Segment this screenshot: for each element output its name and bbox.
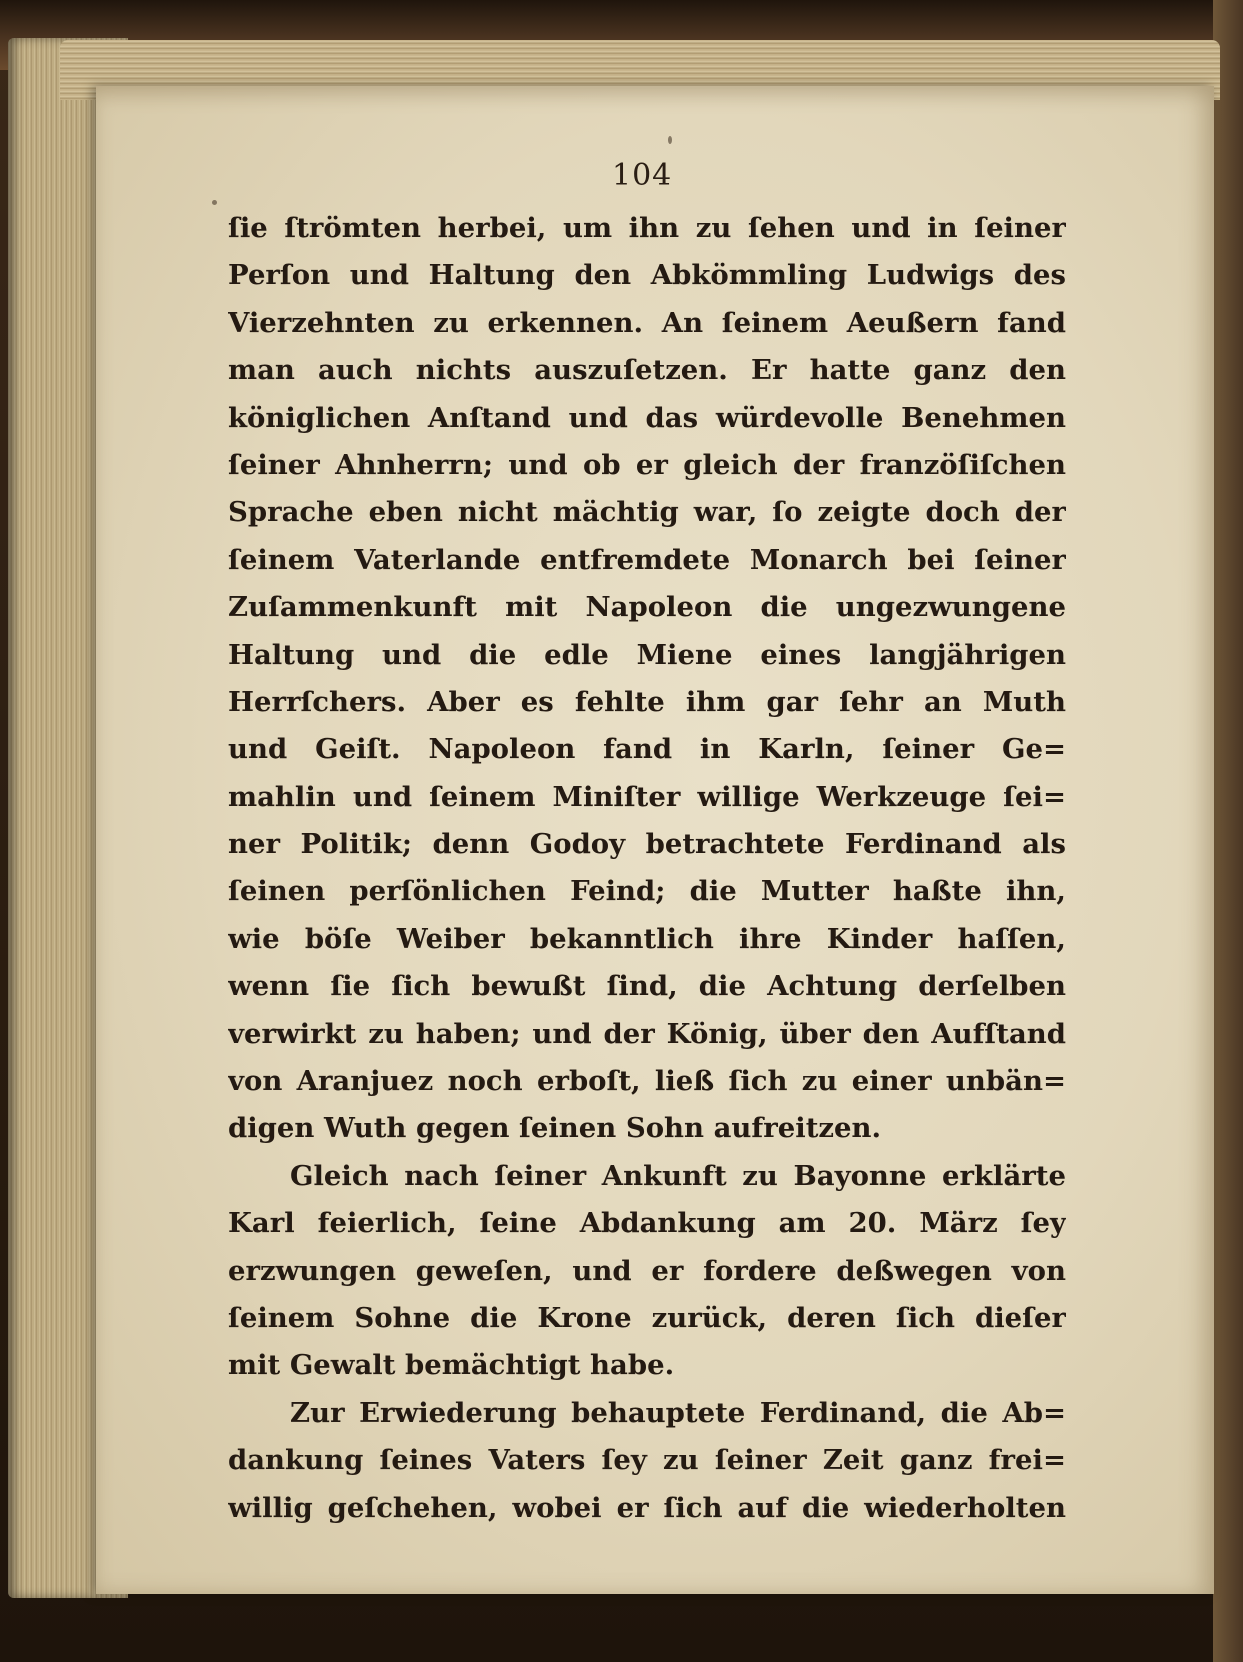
text-line: wie böſe Weiber bekanntlich ihre Kinder haſſen, — [228, 922, 1066, 955]
text-line: königlichen Anſtand und das würdevolle Benehmen — [228, 401, 1066, 434]
text-line: Sprache eben nicht mächtig war, ſo zeigte doch der — [228, 496, 1066, 529]
book-cover-edge — [1213, 0, 1243, 1662]
body-text — [228, 205, 1066, 1532]
text-line: wenn ſie ſich bewußt ſind, die Achtung derſelben — [228, 970, 1066, 1003]
text-line: Zuſammenkunft mit Napoleon die ungezwungene — [228, 591, 1066, 624]
text-line: Herrſchers. Aber es fehlte ihm gar ſehr an Muth — [228, 685, 1066, 718]
text-line: Zur Erwiederung behauptete Ferdinand, die Ab= — [290, 1396, 1066, 1429]
page-number: 104 — [612, 158, 673, 193]
text-line: Haltung und die edle Miene eines langjährigen — [228, 638, 1066, 671]
text-line: von Aranjuez noch erboſt, ließ ſich zu einer unbän= — [228, 1065, 1066, 1098]
text-line: und Geiſt. Napoleon fand in Karln, ſeiner Ge= — [228, 733, 1066, 766]
text-line: digen Wuth gegen ſeinen Sohn aufreitzen. — [228, 1112, 882, 1145]
ink-speck — [212, 200, 217, 205]
text-line: ſeiner Ahnherrn; und ob er gleich der franzöſiſchen — [228, 448, 1066, 481]
text-line: ſie ſtrömten herbei, um ihn zu ſehen und in ſeiner — [228, 212, 1066, 244]
text-line: dankung ſeines Vaters ſey zu ſeiner Zeit ganz frei= — [228, 1444, 1066, 1477]
text-line: ſeinem Sohne die Krone zurück, deren ſich dieſer — [228, 1301, 1066, 1334]
text-line: ſeinem Vaterlande entfremdete Monarch bei ſeiner — [228, 543, 1066, 576]
text-line: Vierzehnten zu erkennen. An ſeinem Aeußern fand — [228, 306, 1066, 339]
text-line: ner Politik; denn Godoy betrachtete Ferdinand als — [228, 828, 1066, 861]
ink-speck — [668, 136, 672, 144]
text-line: Karl feierlich, ſeine Abdankung am 20. März ſey — [228, 1207, 1066, 1240]
text-line: man auch nichts auszuſetzen. Er hatte ganz den — [228, 354, 1066, 387]
text-line: mahlin und ſeinem Miniſter willige Werkzeuge ſei= — [228, 780, 1066, 813]
text-line: erzwungen geweſen, und er fordere deßwegen von — [228, 1254, 1066, 1287]
text-line: Gleich nach ſeiner Ankunft zu Bayonne erklärte — [290, 1159, 1066, 1192]
text-line: mit Gewalt bemächtigt habe. — [228, 1349, 675, 1382]
text-line: verwirkt zu haben; und der König, über den Aufſtand — [228, 1017, 1066, 1050]
text-line: willig geſchehen, wobei er ſich auf die wiederholten — [228, 1491, 1066, 1524]
text-line: ſeinen perſönlichen Feind; die Mutter haßte ihn, — [228, 875, 1066, 908]
text-line: Perſon und Haltung den Abkömmling Ludwigs des — [228, 259, 1066, 292]
